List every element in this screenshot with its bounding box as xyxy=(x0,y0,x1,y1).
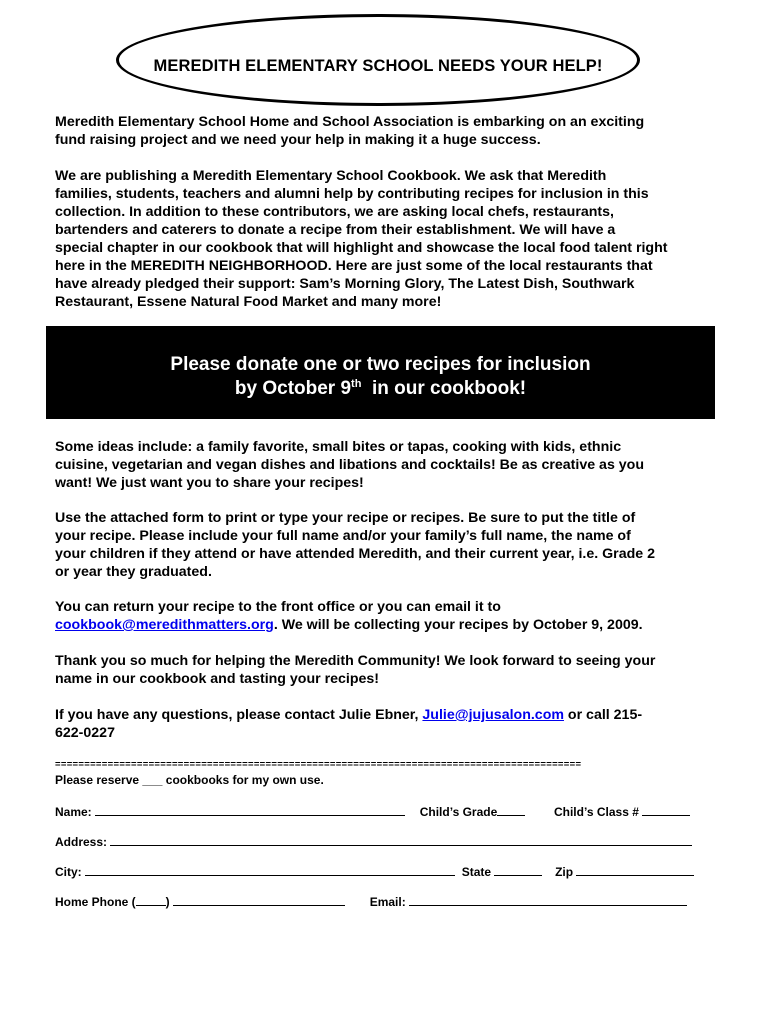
state-field[interactable] xyxy=(494,863,542,876)
text-line: You can return your recipe to the front office or you can email it to xyxy=(55,599,501,615)
phone-label: Home Phone ( xyxy=(55,895,136,909)
reserve-post: cookbooks for my own use. xyxy=(162,773,324,787)
text-line: here in the MEREDITH NEIGHBORHOOD. Here are just some of the local restaurants that xyxy=(55,258,653,274)
address-label: Address: xyxy=(55,835,111,849)
intro-paragraph-1 xyxy=(55,113,715,149)
text-line: Restaurant, Essene Natural Food Market and many more! xyxy=(55,294,442,310)
banner-superscript: th xyxy=(351,378,362,390)
text-line: special chapter in our cookbook that will highlight and showcase the local food talent right xyxy=(55,240,668,256)
banner-line-2-pre: by October 9 xyxy=(234,378,352,399)
grade-label: Child’s Grade xyxy=(419,805,498,819)
return-line-rest: . We will be collecting your recipes by October 9, 2009. xyxy=(273,617,643,633)
reserve-line xyxy=(55,773,324,788)
text-line: We are publishing a Meredith Elementary School Cookbook. We ask that Meredith xyxy=(55,168,607,184)
name-label: Name: xyxy=(55,805,96,819)
text-line xyxy=(55,706,715,724)
julie-email-link[interactable]: Julie@jujusalon.com xyxy=(422,707,564,723)
zip-label: Zip xyxy=(555,865,577,879)
email-field[interactable] xyxy=(409,893,687,906)
divider-line: ========================================================================================== xyxy=(55,759,582,770)
banner-line-2-post: in our cookbook! xyxy=(361,378,527,399)
text-line: bartenders and caterers to donate a recipe from their establishment. We will have a xyxy=(55,222,616,238)
name-line xyxy=(55,803,690,820)
phone-line xyxy=(55,893,687,910)
text-line: your children if they attend or have attended Meredith, and their current year, i.e. Grade 2 xyxy=(55,546,655,562)
zip-field[interactable] xyxy=(576,863,694,876)
phone-paren: ) xyxy=(165,895,174,909)
form-instructions-paragraph xyxy=(55,509,715,581)
text-line: have already pledged their support: Sam’s Morning Glory, The Latest Dish, Southwark xyxy=(55,276,635,292)
text-line: want! We just want you to share your recipes! xyxy=(55,475,364,491)
address-field[interactable] xyxy=(110,833,692,846)
contact-paragraph xyxy=(55,706,715,742)
text-line: families, students, teachers and alumni help by contributing recipes for inclusion in this xyxy=(55,186,649,202)
ideas-paragraph xyxy=(55,438,715,492)
return-paragraph xyxy=(55,598,715,634)
banner-line-1: Please donate one or two recipes for inclusion xyxy=(170,354,591,375)
reserve-quantity-field[interactable]: ___ xyxy=(142,773,163,787)
text-line: your recipe. Please include your full name and/or your family’s full name, the name of xyxy=(55,528,631,544)
grade-field[interactable] xyxy=(497,803,525,816)
page-title: MEREDITH ELEMENTARY SCHOOL NEEDS YOUR HELP! xyxy=(153,57,603,75)
donate-banner xyxy=(46,326,715,419)
intro-paragraph-2 xyxy=(55,167,715,311)
text-line: fund raising project and we need your help in making it a huge success. xyxy=(55,132,541,148)
banner-line-2 xyxy=(46,377,715,401)
class-field[interactable] xyxy=(642,803,690,816)
state-label: State xyxy=(461,865,495,879)
phone-area-code-field[interactable] xyxy=(136,893,166,906)
text-line: 622-0227 xyxy=(55,725,115,741)
city-line xyxy=(55,863,694,880)
text-line xyxy=(55,616,715,634)
city-field[interactable] xyxy=(85,863,455,876)
text-line: Meredith Elementary School Home and School Association is embarking on an exciting xyxy=(55,114,645,130)
reserve-pre: Please reserve xyxy=(55,773,143,787)
text-line: name in our cookbook and tasting your recipes! xyxy=(55,671,380,687)
name-field[interactable] xyxy=(95,803,405,816)
phone-field[interactable] xyxy=(173,893,345,906)
text-line: Thank you so much for helping the Meredith Community! We look forward to seeing your xyxy=(55,653,656,669)
contact-post: or call 215- xyxy=(563,707,643,723)
contact-pre: If you have any questions, please contact Julie Ebner, xyxy=(55,707,423,723)
text-line: or year they graduated. xyxy=(55,564,212,580)
text-line: Use the attached form to print or type your recipe or recipes. Be sure to put the title of xyxy=(55,510,636,526)
text-line: Some ideas include: a family favorite, small bites or tapas, cooking with kids, ethnic xyxy=(55,439,622,455)
cookbook-email-link[interactable]: cookbook@meredithmatters.org xyxy=(55,617,274,633)
text-line: collection. In addition to these contributors, we are asking local chefs, restaurants, xyxy=(55,204,614,220)
thanks-paragraph xyxy=(55,652,715,688)
email-label: Email: xyxy=(369,895,410,909)
address-line xyxy=(55,833,692,850)
text-line: cuisine, vegetarian and vegan dishes and libations and cocktails! Be as creative as you xyxy=(55,457,645,473)
class-label: Child’s Class # xyxy=(553,805,643,819)
city-label: City: xyxy=(55,865,85,879)
